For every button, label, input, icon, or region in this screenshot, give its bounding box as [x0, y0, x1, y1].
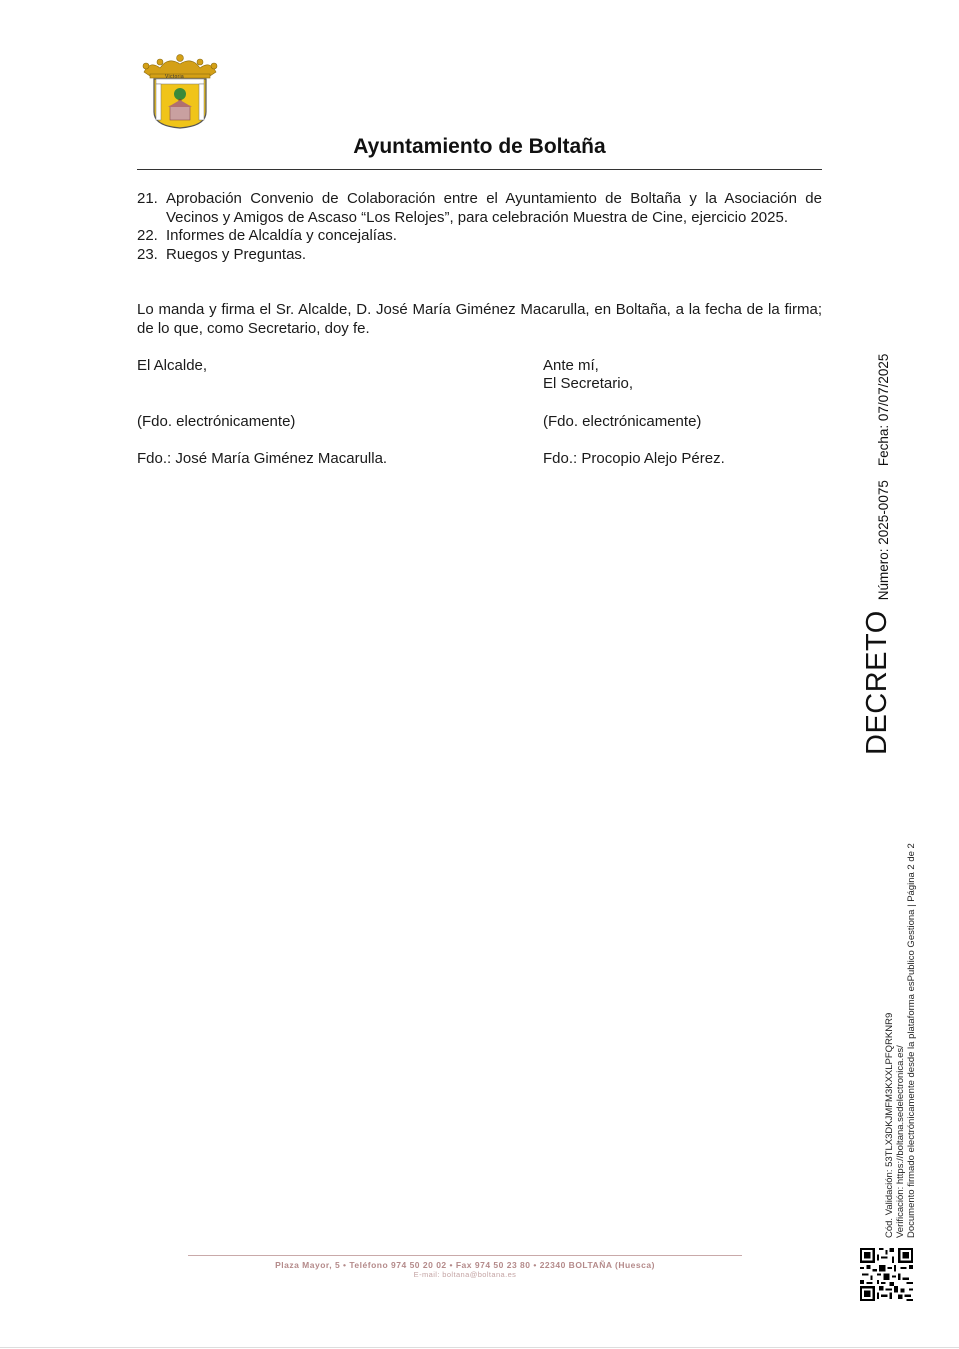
verification-url[interactable]: Verificación: https://boltana.sedelectronica.es/ [895, 1045, 906, 1238]
decree-side-stamp [862, 354, 892, 755]
validation-code: Cód. Validación: 53TLX3DKJMFM3KXXLPFQRKNR9 [884, 1012, 895, 1238]
verification-block [884, 843, 917, 1238]
secretary-role-line2: El Secretario, [543, 375, 634, 392]
footer-email: E-mail: boltana@boltana.es [413, 1270, 517, 1279]
signed-platform-note: Documento firmado electrónicamente desde la plataforma esPublico Gestiona | Página 2 de 2 [906, 843, 917, 1238]
decree-number: Número: 2025-0075 [876, 480, 891, 601]
agenda-item-text: Informes de Alcaldía y concejalías. [166, 227, 397, 244]
qr-code-icon [860, 1248, 913, 1301]
secretary-role-line1: Ante mí, [543, 357, 599, 374]
crest-motto: Victoria [165, 74, 184, 80]
agenda-item-number: 21. [137, 190, 158, 207]
page-bottom-edge [0, 1347, 959, 1348]
mayor-name: Fdo.: José María Giménez Macarulla. [137, 450, 388, 467]
agenda-item-number: 22. [137, 227, 158, 244]
secretary-name: Fdo.: Procopio Alejo Pérez. [543, 450, 725, 467]
page-title: Ayuntamiento de Boltaña [353, 135, 606, 158]
decree-meta-row [876, 354, 892, 601]
agenda-item-text: Aprobación Convenio de Colaboración entre el Ayuntamiento de Boltaña y la Asociación de Vecinos y Amigos de Ascaso “Los Relojes”, para celebración Muestra de Cine, ejercicio 2025. [166, 190, 822, 226]
footer-divider [188, 1255, 742, 1256]
closing-paragraph: Lo manda y firma el Sr. Alcalde, D. José María Giménez Macarulla, en Boltaña, a la fecha de la firma; de lo que, como Secretario, doy fe. [137, 301, 822, 337]
header-divider [137, 169, 822, 170]
decree-meta [876, 354, 892, 601]
agenda-item [137, 246, 822, 265]
decree-date: Fecha: 07/07/2025 [876, 353, 891, 467]
municipal-crest-logo [140, 54, 220, 130]
mayor-role: El Alcalde, [137, 357, 208, 374]
secretary-signed-note: (Fdo. electrónicamente) [543, 413, 702, 430]
agenda-list [137, 190, 822, 264]
mayor-signed-note: (Fdo. electrónicamente) [137, 413, 296, 430]
agenda-item-text: Ruegos y Preguntas. [166, 245, 307, 263]
agenda-item [137, 190, 822, 227]
footer-address: Plaza Mayor, 5 • Teléfono 974 50 20 02 • Fax 974 50 23 80 • 22340 BOLTAÑA (Huesca) [275, 1260, 655, 1270]
decree-label: DECRETO [861, 610, 893, 755]
agenda-item [137, 227, 822, 246]
agenda-item-number: 23. [137, 245, 158, 263]
